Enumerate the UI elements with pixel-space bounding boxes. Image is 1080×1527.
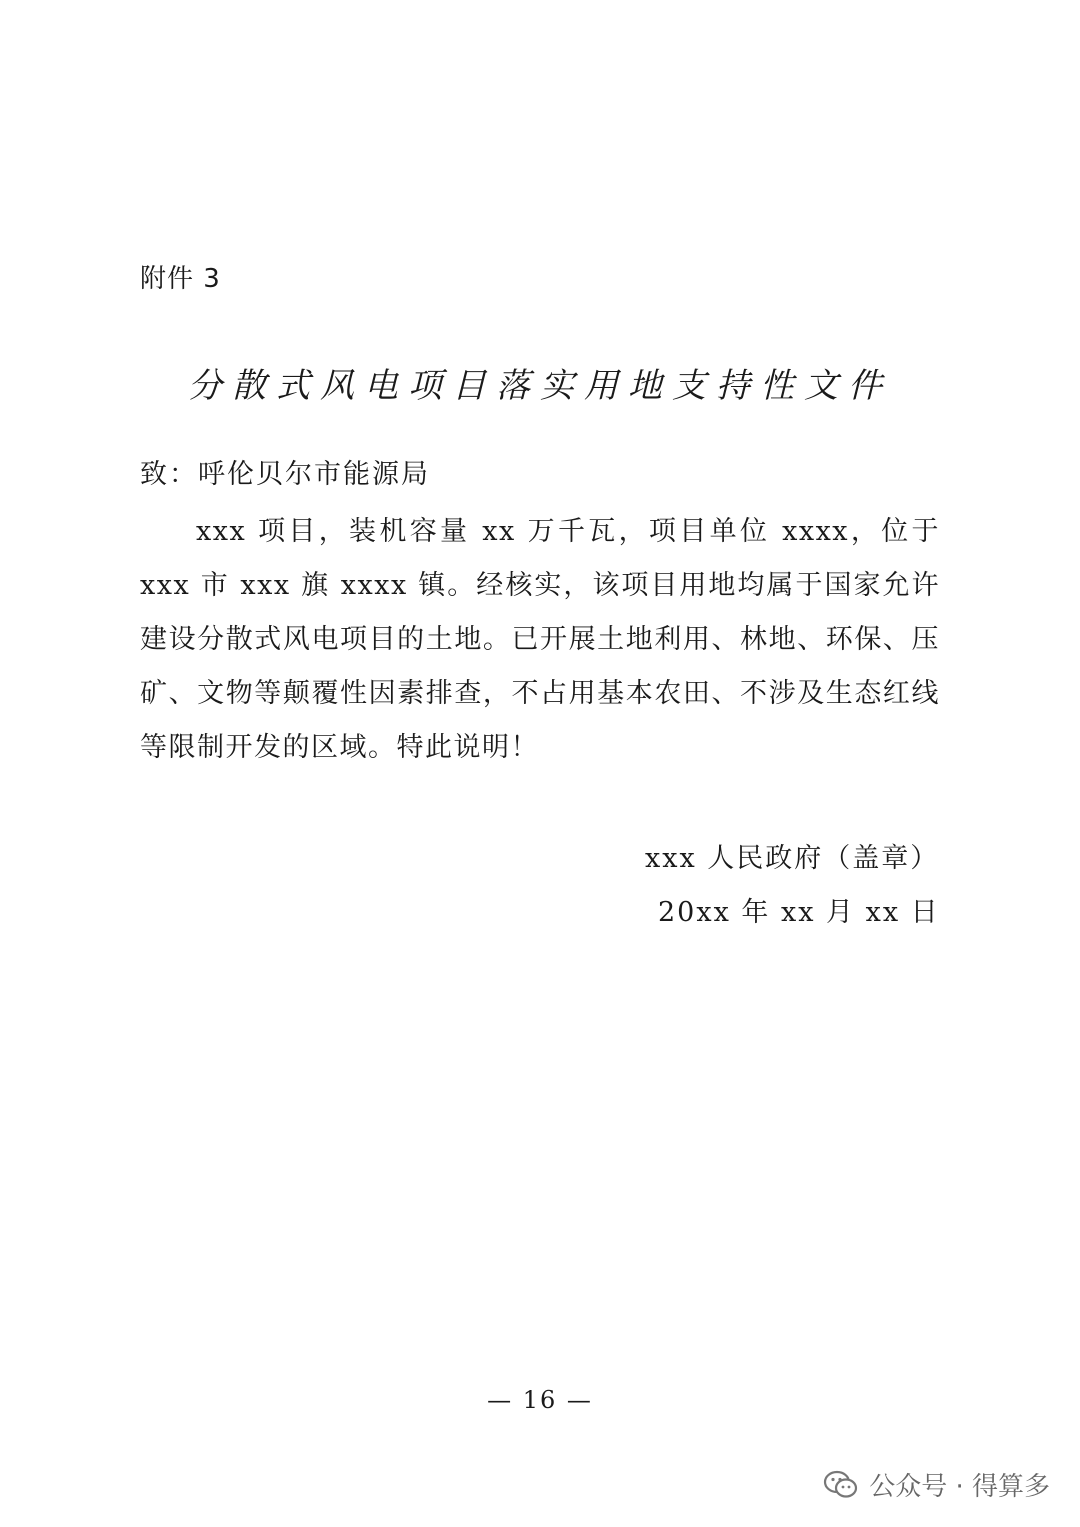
document-title: 分散式风电项目落实用地支持性文件 bbox=[188, 366, 892, 406]
attachment-label: 附件 3 bbox=[140, 264, 221, 294]
signer-line: xxx 人民政府（盖章） bbox=[645, 843, 940, 874]
recipient-line: 致：呼伦贝尔市能源局 bbox=[140, 459, 430, 490]
signature-date: 20xx 年 xx 月 xx 日 bbox=[658, 897, 940, 928]
wechat-icon bbox=[823, 1470, 859, 1500]
body-paragraph: xxx 项目，装机容量 xx 万千瓦，项目单位 xxxx，位于 xxx 市 xxx 旗 xxxx 镇。经核实，该项目用地均属于国家允许建设分散式风电项目的土地。已开展土地利用、林地、环保、压矿、文物等颠覆性因素排查，不占用基本农田、不涉及生态红线等限制开发的区域。特此说明！ bbox=[140, 516, 940, 763]
watermark-text: 公众号 · 得算多 bbox=[869, 1472, 1050, 1502]
watermark bbox=[823, 1466, 1050, 1503]
page-number: — 16 — bbox=[487, 1386, 593, 1414]
